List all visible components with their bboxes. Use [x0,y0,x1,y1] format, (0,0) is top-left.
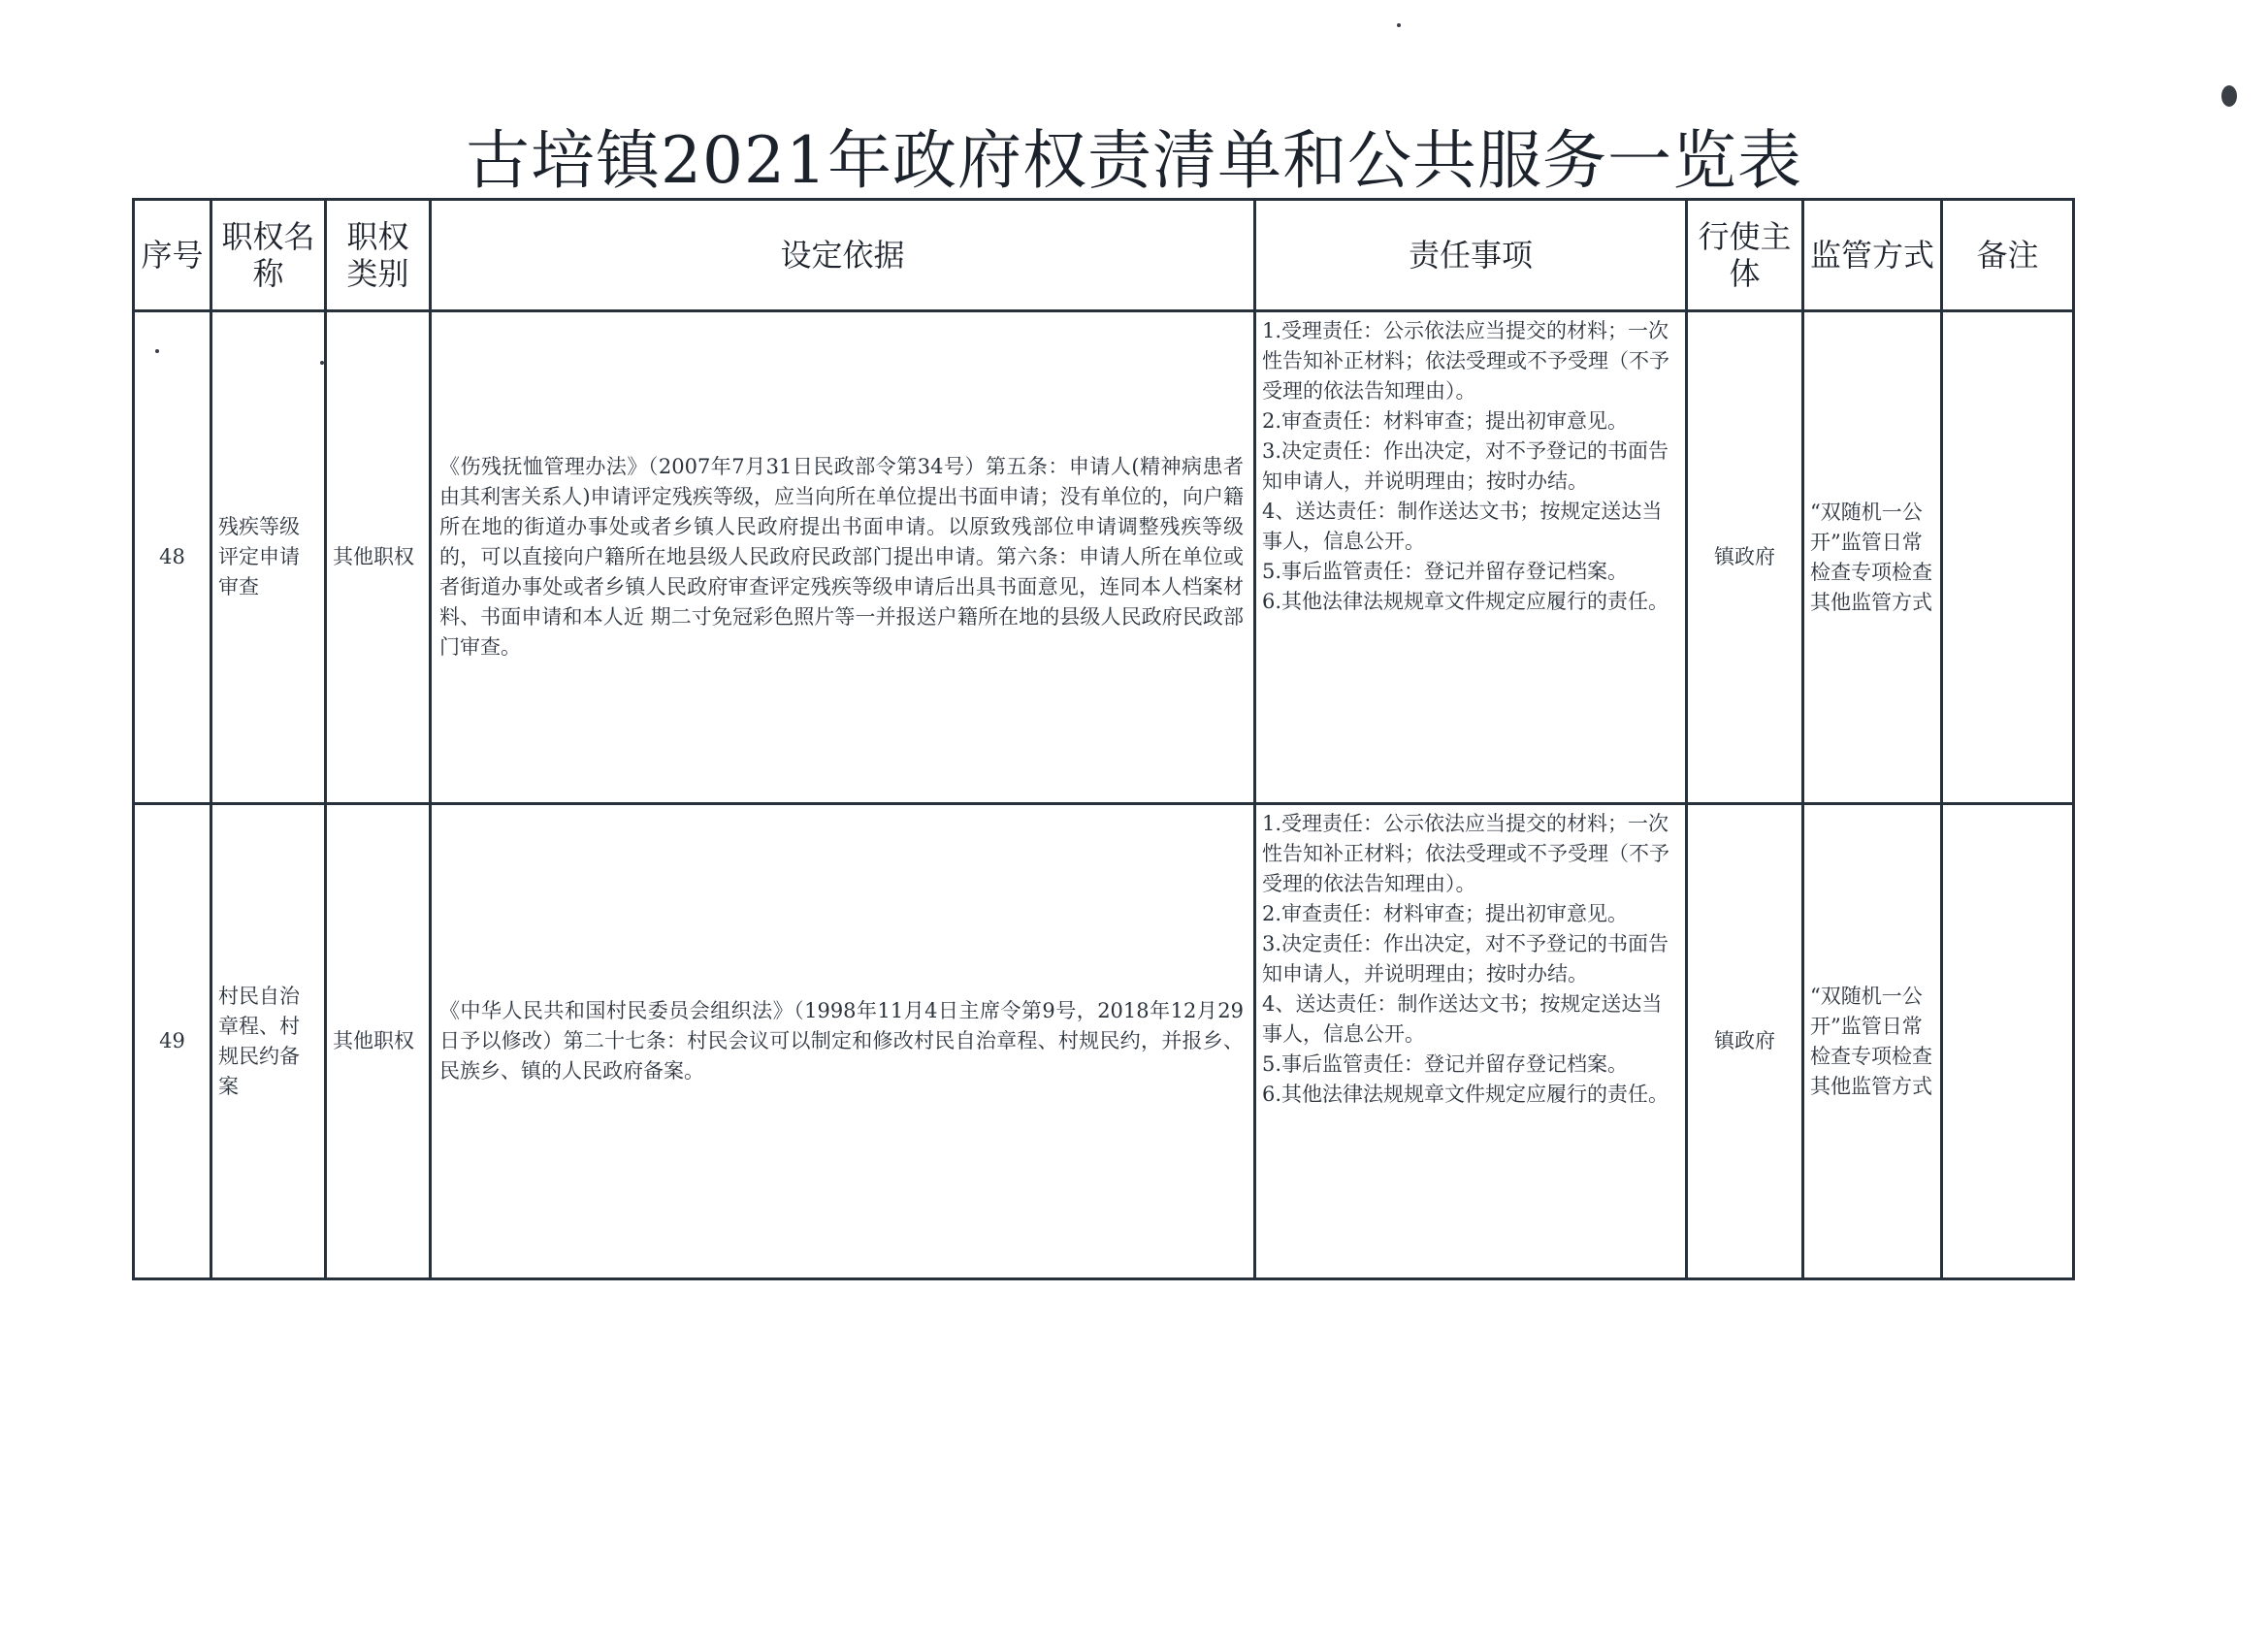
cell-seq: 48 [134,311,211,804]
header-basis: 设定依据 [431,200,1255,311]
cell-supervision: “双随机一公开”监管日常检查专项检查其他监管方式 [1803,804,1942,1279]
responsibility-item: 3.决定责任：作出决定，对不予登记的书面告知申请人，并说明理由；按时办结。 [1262,439,1669,493]
responsibility-item: 1.受理责任：公示依法应当提交的材料；一次性告知补正材料；依法受理或不予受理（不予受理的依法告知理由）。 [1262,319,1669,403]
cell-subject: 镇政府 [1687,804,1803,1279]
responsibility-item: 4、送达责任：制作送达文书；按规定送达当事人，信息公开。 [1262,500,1663,553]
cell-remarks [1942,804,2074,1279]
cell-name: 村民自治章程、村规民约备案 [211,804,326,1279]
cell-seq: 49 [134,804,211,1279]
scan-speck [2221,85,2237,107]
table-row [134,804,2074,1279]
page-title: 古培镇2021年政府权责清单和公共服务一览表 [466,123,1802,198]
cell-category: 其他职权 [326,804,431,1279]
table-header-row [134,200,2074,311]
cell-subject: 镇政府 [1687,311,1803,804]
cell-remarks [1942,311,2074,804]
responsibility-item: 4、送达责任：制作送达文书；按规定送达当事人，信息公开。 [1262,992,1663,1046]
power-list-table [132,198,2075,1280]
header-supervision: 监管方式 [1803,200,1942,311]
table-row [134,311,2074,804]
header-seq: 序号 [134,200,211,311]
header-name: 职权名称 [211,200,326,311]
responsibility-item: 1.受理责任：公示依法应当提交的材料；一次性告知补正材料；依法受理或不予受理（不予受理的依法告知理由）。 [1262,812,1669,895]
responsibility-item: 5.事后监管责任：登记并留存登记档案。 [1262,1052,1629,1076]
cell-basis: 《中华人民共和国村民委员会组织法》（1998年11月4日主席令第9号，2018年12月29日予以修改）第二十七条：村民会议可以制定和修改村民自治章程、村规民约，并报乡、民族乡、镇的人民政府备案。 [431,804,1255,1279]
responsibility-item: 6.其他法律法规规章文件规定应履行的责任。 [1262,1083,1669,1106]
responsibility-item: 6.其他法律法规规章文件规定应履行的责任。 [1262,590,1669,613]
scan-speck [1397,23,1401,27]
header-remarks: 备注 [1942,200,2074,311]
scan-speck [155,349,159,353]
scan-speck [320,361,324,365]
cell-basis: 《伤残抚恤管理办法》（2007年7月31日民政部令第34号）第五条：申请人(精神病患者由其利害关系人)申请评定残疾等级，应当向所在单位提出书面申请；没有单位的，向户籍所在地的街道办事处或者乡镇人民政府提出书面申请。以原致残部位申请调整残疾等级的，可以直接向户籍所在地县级人民政府民政部门提出申请。第六条：申请人所在单位或者街道办事处或者乡镇人民政府审查评定残疾等级申请后出具书面意见，连同本人档案材料、书面申请和本人近 期二寸免冠彩色照片等一并报送户籍所在地的县级人民政府民政部门审查。 [431,311,1255,804]
header-category: 职权类别 [326,200,431,311]
cell-supervision: “双随机一公开”监管日常检查专项检查其他监管方式 [1803,311,1942,804]
cell-responsibility [1255,311,1687,804]
responsibility-item: 2.审查责任：材料审查；提出初审意见。 [1262,902,1629,925]
responsibility-item: 2.审查责任：材料审查；提出初审意见。 [1262,409,1629,433]
responsibility-item: 3.决定责任：作出决定，对不予登记的书面告知申请人，并说明理由；按时办结。 [1262,932,1669,986]
cell-name: 残疾等级评定申请审查 [211,311,326,804]
responsibility-item: 5.事后监管责任：登记并留存登记档案。 [1262,560,1629,583]
header-responsibility: 责任事项 [1255,200,1687,311]
cell-category: 其他职权 [326,311,431,804]
cell-responsibility [1255,804,1687,1279]
header-subject: 行使主体 [1687,200,1803,311]
